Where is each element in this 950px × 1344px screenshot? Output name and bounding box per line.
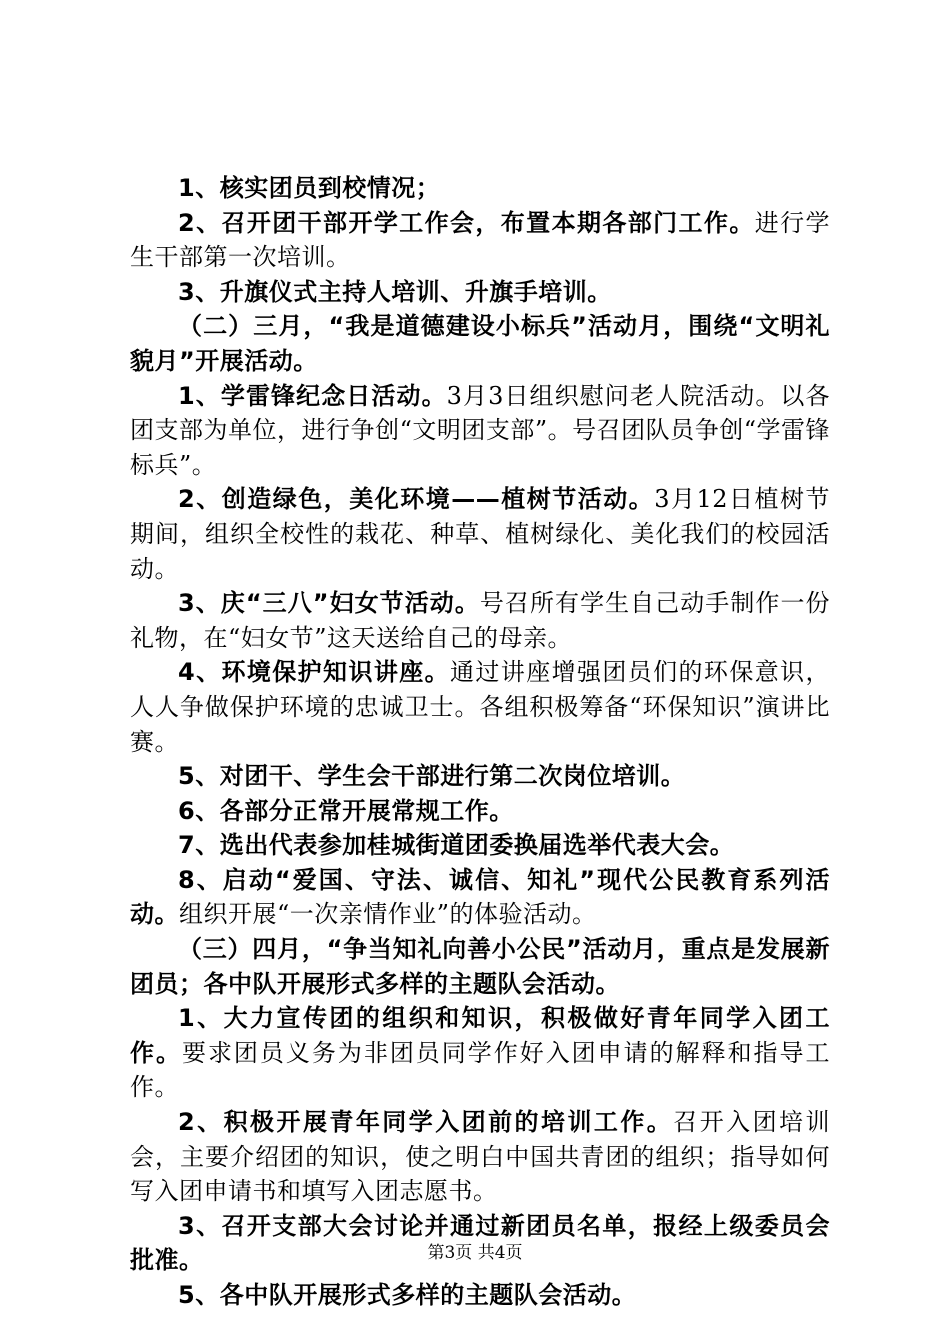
paragraph-bold-text: 2、积极开展青年同学入团前的培训工作。: [178, 1108, 674, 1137]
paragraph: [130, 829, 830, 864]
paragraph: [130, 380, 830, 484]
paragraph-bold-text: 3、庆“三八”妇女节活动。: [178, 589, 480, 618]
paragraph-normal-text: 组织开展“一次亲情作业”的体验活动。: [179, 900, 597, 929]
paragraph-bold-text: （三）四月，“争当知礼向善小公民”活动月，重点是发展新团员；各中队开展形式多样的主题队会活动。: [130, 935, 830, 998]
paragraph-bold-text: 6、各部分正常开展常规工作。: [178, 796, 514, 825]
paragraph-bold-text: 5、各中队开展形式多样的主题队会活动。: [178, 1281, 637, 1309]
paragraph-bold-text: 3、召开支部大会讨论并通过新团员名单，报经上级委员会批准。: [130, 1211, 830, 1275]
paragraph-bold-text: 7、选出代表参加桂城街道团委换届选举代表大会。: [178, 831, 735, 860]
paragraph-bold-text: 4、环境保护知识讲座。: [178, 658, 451, 687]
document-body: [130, 172, 830, 1314]
paragraph-bold-text: 1、大力宣传团的组织和知识，积极做好青年同学入团工作。: [130, 1004, 830, 1067]
paragraph: [130, 760, 830, 795]
paragraph-bold-text: （二）三月，“我是道德建设小标兵”活动月，围绕“文明礼貌月”开展活动。: [130, 312, 830, 375]
paragraph-bold-text: 1、学雷锋纪念日活动。: [178, 381, 447, 410]
paragraph-normal-text: 3月12日植树节期间，组织全校性的栽花、种草、植树绿化、美化我们的校园活动。: [130, 485, 830, 583]
paragraph-bold-text: 8、启动“爱国、守法、诚信、知礼”现代公民教育系列活动。: [130, 865, 830, 929]
paragraph-normal-text: 进行学生干部第一次培训。: [130, 208, 831, 272]
paragraph-bold-text: 1、核实团员到校情况；: [178, 174, 441, 202]
paragraph: [130, 483, 830, 587]
paragraph: [130, 587, 830, 656]
paragraph: [130, 656, 830, 760]
paragraph: [130, 864, 830, 933]
paragraph: [130, 1106, 830, 1210]
paragraph: [130, 1002, 830, 1106]
paragraph-normal-text: 号召所有学生自己动手制作一份礼物，在“妇女节”这天送给自己的母亲。: [130, 589, 830, 652]
paragraph-normal-text: 要求团员义务为非团员同学作好入团申请的解释和指导工作。: [130, 1038, 831, 1102]
paragraph-normal-text: 通过讲座增强团员们的环保意识，人人争做保护环境的忠诚卫士。各组积极筹备“环保知识”演讲比赛。: [130, 658, 831, 756]
paragraph: [130, 795, 830, 830]
paragraph: [130, 207, 830, 276]
paragraph: [130, 276, 830, 311]
paragraph: [130, 310, 830, 379]
paragraph: [130, 172, 830, 207]
paragraph-normal-text: 3月3日组织慰问老人院活动。以各团支部为单位，进行争创“文明团支部”。号召团队员争创“学雷锋标兵”。: [130, 381, 830, 479]
paragraph-bold-text: 5、对团干、学生会干部进行第二次岗位培训。: [178, 762, 686, 791]
paragraph-bold-text: 2、创造绿色，美化环境——植树节活动。: [178, 485, 655, 514]
paragraph-bold-text: 2、召开团干部开学工作会，布置本期各部门工作。: [178, 208, 755, 237]
page-footer: 第3页 共4页: [427, 1243, 523, 1263]
paragraph-bold-text: 3、升旗仪式主持人培训、升旗手培训。: [178, 277, 612, 306]
paragraph-normal-text: 召开入团培训会，主要介绍团的知识，使之明白中国共青团的组织；指导如何写入团申请书和填写入团志愿书。: [130, 1108, 830, 1206]
paragraph: [130, 1279, 830, 1314]
paragraph: [130, 933, 830, 1002]
